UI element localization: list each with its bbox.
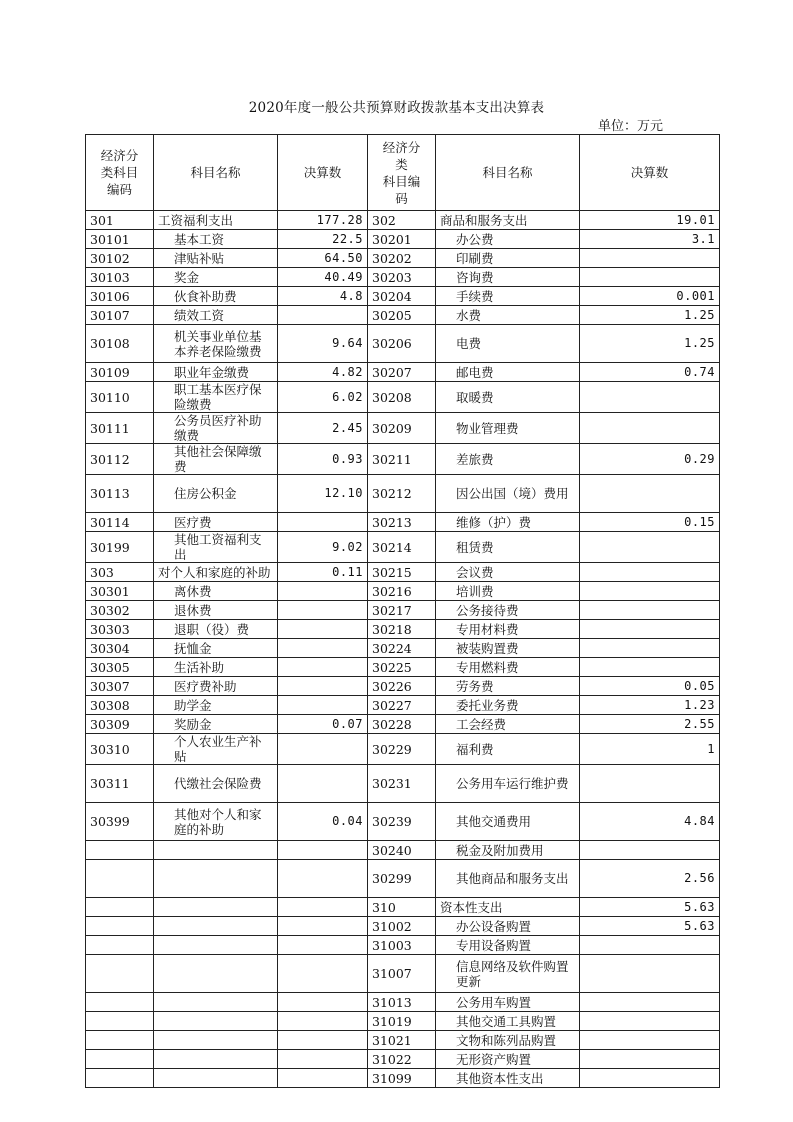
right-code-cell: 30209 — [368, 413, 436, 444]
right-name-cell: 办公设备购置 — [436, 917, 580, 936]
right-code-cell: 31099 — [368, 1069, 436, 1088]
left-name-cell — [154, 1069, 278, 1088]
right-amount-cell: 19.01 — [580, 211, 720, 230]
right-code-cell: 31022 — [368, 1050, 436, 1069]
left-code-cell: 30106 — [86, 287, 154, 306]
left-code-cell: 30113 — [86, 475, 154, 513]
right-code-cell: 30208 — [368, 382, 436, 413]
table-row — [86, 601, 720, 620]
table-row — [86, 658, 720, 677]
right-code-cell: 30207 — [368, 363, 436, 382]
right-amount-cell — [580, 532, 720, 563]
right-name-cell: 咨询费 — [436, 268, 580, 287]
right-code-cell: 30201 — [368, 230, 436, 249]
right-amount-cell: 5.63 — [580, 898, 720, 917]
table-row — [86, 513, 720, 532]
left-name-cell — [154, 1012, 278, 1031]
left-amount-cell — [278, 1050, 368, 1069]
left-amount-cell: 64.50 — [278, 249, 368, 268]
left-amount-cell — [278, 898, 368, 917]
left-amount-cell — [278, 1031, 368, 1050]
right-name-cell: 商品和服务支出 — [436, 211, 580, 230]
left-code-cell: 30311 — [86, 765, 154, 803]
left-name-cell — [154, 1031, 278, 1050]
left-amount-cell: 2.45 — [278, 413, 368, 444]
left-name-cell: 医疗费补助 — [154, 677, 278, 696]
left-code-cell: 30302 — [86, 601, 154, 620]
left-code-cell — [86, 841, 154, 860]
left-name-cell: 奖金 — [154, 268, 278, 287]
left-amount-cell — [278, 936, 368, 955]
left-amount-cell: 0.07 — [278, 715, 368, 734]
expenditure-table — [85, 134, 720, 1088]
right-amount-cell — [580, 563, 720, 582]
header-left-name: 科目名称 — [154, 135, 278, 211]
right-amount-cell: 3.1 — [580, 230, 720, 249]
right-name-cell: 公务用车运行维护费 — [436, 765, 580, 803]
left-code-cell: 30107 — [86, 306, 154, 325]
right-amount-cell — [580, 249, 720, 268]
left-code-cell — [86, 1031, 154, 1050]
right-code-cell: 30228 — [368, 715, 436, 734]
table-row — [86, 287, 720, 306]
right-name-cell: 手续费 — [436, 287, 580, 306]
table-row — [86, 620, 720, 639]
right-name-cell: 专用设备购置 — [436, 936, 580, 955]
left-code-cell: 30399 — [86, 803, 154, 841]
right-name-cell: 无形资产购置 — [436, 1050, 580, 1069]
right-code-cell: 30212 — [368, 475, 436, 513]
table-row — [86, 249, 720, 268]
left-code-cell: 30114 — [86, 513, 154, 532]
right-amount-cell — [580, 841, 720, 860]
right-name-cell: 公务接待费 — [436, 601, 580, 620]
left-name-cell: 职业年金缴费 — [154, 363, 278, 382]
left-code-cell — [86, 955, 154, 993]
table-row — [86, 413, 720, 444]
left-name-cell: 生活补助 — [154, 658, 278, 677]
left-name-cell — [154, 993, 278, 1012]
left-code-cell: 30103 — [86, 268, 154, 287]
left-code-cell — [86, 1069, 154, 1088]
right-code-cell: 30224 — [368, 639, 436, 658]
left-code-cell: 30111 — [86, 413, 154, 444]
right-name-cell: 劳务费 — [436, 677, 580, 696]
left-name-cell: 公务员医疗补助缴费 — [154, 413, 278, 444]
header-right-code — [368, 135, 436, 211]
table-row — [86, 917, 720, 936]
right-code-cell: 30214 — [368, 532, 436, 563]
left-amount-cell: 9.64 — [278, 325, 368, 363]
left-code-cell: 303 — [86, 563, 154, 582]
left-amount-cell — [278, 860, 368, 898]
right-code-cell: 31013 — [368, 993, 436, 1012]
right-amount-cell: 0.05 — [580, 677, 720, 696]
right-amount-cell — [580, 413, 720, 444]
left-amount-cell — [278, 513, 368, 532]
right-code-cell: 30227 — [368, 696, 436, 715]
left-code-cell — [86, 1012, 154, 1031]
right-amount-cell — [580, 993, 720, 1012]
left-amount-cell — [278, 639, 368, 658]
header-left-code-line: 经济分 — [100, 148, 139, 163]
right-name-cell: 取暖费 — [436, 382, 580, 413]
right-amount-cell — [580, 955, 720, 993]
right-amount-cell — [580, 936, 720, 955]
right-code-cell: 30216 — [368, 582, 436, 601]
right-name-cell: 工会经费 — [436, 715, 580, 734]
left-amount-cell — [278, 841, 368, 860]
right-name-cell: 委托业务费 — [436, 696, 580, 715]
right-code-cell: 30204 — [368, 287, 436, 306]
right-amount-cell — [580, 1012, 720, 1031]
right-amount-cell — [580, 268, 720, 287]
right-code-cell: 302 — [368, 211, 436, 230]
left-name-cell: 其他对个人和家庭的补助 — [154, 803, 278, 841]
right-amount-cell: 0.15 — [580, 513, 720, 532]
right-code-cell: 30202 — [368, 249, 436, 268]
table-row — [86, 803, 720, 841]
left-amount-cell — [278, 765, 368, 803]
right-code-cell: 30240 — [368, 841, 436, 860]
left-code-cell: 30305 — [86, 658, 154, 677]
left-code-cell: 30109 — [86, 363, 154, 382]
right-name-cell: 差旅费 — [436, 444, 580, 475]
left-code-cell — [86, 936, 154, 955]
left-amount-cell: 40.49 — [278, 268, 368, 287]
right-code-cell: 30203 — [368, 268, 436, 287]
left-amount-cell — [278, 658, 368, 677]
table-row — [86, 444, 720, 475]
left-name-cell: 代缴社会保险费 — [154, 765, 278, 803]
left-name-cell — [154, 917, 278, 936]
right-code-cell: 31021 — [368, 1031, 436, 1050]
right-code-cell: 30299 — [368, 860, 436, 898]
table-row — [86, 955, 720, 993]
right-code-cell: 30205 — [368, 306, 436, 325]
left-amount-cell — [278, 696, 368, 715]
left-code-cell: 30303 — [86, 620, 154, 639]
left-amount-cell — [278, 620, 368, 639]
left-code-cell: 30101 — [86, 230, 154, 249]
right-name-cell: 其他资本性支出 — [436, 1069, 580, 1088]
table-row — [86, 696, 720, 715]
right-name-cell: 福利费 — [436, 734, 580, 765]
left-name-cell: 绩效工资 — [154, 306, 278, 325]
left-amount-cell — [278, 677, 368, 696]
right-code-cell: 31002 — [368, 917, 436, 936]
table-row — [86, 860, 720, 898]
table-row — [86, 898, 720, 917]
right-amount-cell — [580, 1031, 720, 1050]
left-name-cell — [154, 898, 278, 917]
unit-label: 单位：万元 — [598, 119, 664, 134]
left-name-cell: 医疗费 — [154, 513, 278, 532]
right-name-cell: 被装购置费 — [436, 639, 580, 658]
right-amount-cell: 0.001 — [580, 287, 720, 306]
right-amount-cell — [580, 382, 720, 413]
right-name-cell: 公务用车购置 — [436, 993, 580, 1012]
right-code-cell: 30239 — [368, 803, 436, 841]
right-amount-cell: 2.56 — [580, 860, 720, 898]
header-left-code-line: 编码 — [106, 182, 132, 197]
left-name-cell: 对个人和家庭的补助 — [154, 563, 278, 582]
left-code-cell — [86, 860, 154, 898]
right-name-cell: 会议费 — [436, 563, 580, 582]
right-amount-cell — [580, 475, 720, 513]
right-name-cell: 其他交通工具购置 — [436, 1012, 580, 1031]
right-name-cell: 物业管理费 — [436, 413, 580, 444]
left-name-cell: 基本工资 — [154, 230, 278, 249]
right-code-cell: 30229 — [368, 734, 436, 765]
right-amount-cell: 0.29 — [580, 444, 720, 475]
right-name-cell: 其他交通费用 — [436, 803, 580, 841]
table-row — [86, 475, 720, 513]
left-code-cell: 30307 — [86, 677, 154, 696]
left-code-cell — [86, 898, 154, 917]
right-code-cell: 31007 — [368, 955, 436, 993]
left-code-cell — [86, 1050, 154, 1069]
left-amount-cell: 4.8 — [278, 287, 368, 306]
right-amount-cell — [580, 639, 720, 658]
right-amount-cell: 1.25 — [580, 325, 720, 363]
right-amount-cell — [580, 765, 720, 803]
left-amount-cell — [278, 734, 368, 765]
left-code-cell: 30102 — [86, 249, 154, 268]
right-name-cell: 专用燃料费 — [436, 658, 580, 677]
left-name-cell: 津贴补贴 — [154, 249, 278, 268]
right-amount-cell: 5.63 — [580, 917, 720, 936]
left-amount-cell — [278, 306, 368, 325]
right-code-cell: 31003 — [368, 936, 436, 955]
right-code-cell: 30231 — [368, 765, 436, 803]
left-amount-cell — [278, 917, 368, 936]
header-left-amount: 决算数 — [278, 135, 368, 211]
header-right-code-line: 经济分 — [382, 139, 421, 155]
left-code-cell: 301 — [86, 211, 154, 230]
left-amount-cell: 9.02 — [278, 532, 368, 563]
table-row — [86, 1012, 720, 1031]
header-right-name: 科目名称 — [436, 135, 580, 211]
table-row — [86, 1050, 720, 1069]
header-right-code-line: 类 — [395, 156, 408, 172]
table-row — [86, 1069, 720, 1088]
right-name-cell: 电费 — [436, 325, 580, 363]
left-name-cell: 工资福利支出 — [154, 211, 278, 230]
left-name-cell: 其他社会保障缴费 — [154, 444, 278, 475]
right-name-cell: 文物和陈列品购置 — [436, 1031, 580, 1050]
left-amount-cell — [278, 601, 368, 620]
left-name-cell: 抚恤金 — [154, 639, 278, 658]
left-name-cell: 伙食补助费 — [154, 287, 278, 306]
left-name-cell — [154, 860, 278, 898]
table-row — [86, 325, 720, 363]
right-code-cell: 30206 — [368, 325, 436, 363]
left-name-cell — [154, 841, 278, 860]
right-name-cell: 维修（护）费 — [436, 513, 580, 532]
left-amount-cell: 0.11 — [278, 563, 368, 582]
left-amount-cell: 4.82 — [278, 363, 368, 382]
table-row — [86, 230, 720, 249]
right-amount-cell: 1.25 — [580, 306, 720, 325]
left-amount-cell: 6.02 — [278, 382, 368, 413]
right-code-cell: 310 — [368, 898, 436, 917]
right-amount-cell — [580, 620, 720, 639]
right-name-cell: 税金及附加费用 — [436, 841, 580, 860]
left-code-cell: 30301 — [86, 582, 154, 601]
left-code-cell: 30310 — [86, 734, 154, 765]
right-name-cell: 信息网络及软件购置更新 — [436, 955, 580, 993]
left-name-cell: 住房公积金 — [154, 475, 278, 513]
right-code-cell: 30225 — [368, 658, 436, 677]
right-name-cell: 办公费 — [436, 230, 580, 249]
left-amount-cell — [278, 582, 368, 601]
right-code-cell: 31019 — [368, 1012, 436, 1031]
right-code-cell: 30215 — [368, 563, 436, 582]
right-name-cell: 租赁费 — [436, 532, 580, 563]
right-code-cell: 30213 — [368, 513, 436, 532]
left-amount-cell: 177.28 — [278, 211, 368, 230]
page-title: 2020年度一般公共预算财政拨款基本支出决算表 — [248, 100, 545, 116]
left-name-cell: 退职（役）费 — [154, 620, 278, 639]
right-code-cell: 30226 — [368, 677, 436, 696]
right-name-cell: 其他商品和服务支出 — [436, 860, 580, 898]
left-name-cell: 离休费 — [154, 582, 278, 601]
left-code-cell — [86, 917, 154, 936]
right-code-cell: 30217 — [368, 601, 436, 620]
header-left-code — [86, 135, 154, 211]
right-name-cell: 邮电费 — [436, 363, 580, 382]
table-row — [86, 841, 720, 860]
left-code-cell: 30304 — [86, 639, 154, 658]
right-code-cell: 30211 — [368, 444, 436, 475]
right-amount-cell: 1.23 — [580, 696, 720, 715]
right-amount-cell: 2.55 — [580, 715, 720, 734]
right-amount-cell: 1 — [580, 734, 720, 765]
table-row — [86, 211, 720, 230]
left-code-cell: 30108 — [86, 325, 154, 363]
header-row — [86, 135, 720, 211]
left-name-cell: 职工基本医疗保险缴费 — [154, 382, 278, 413]
left-code-cell: 30110 — [86, 382, 154, 413]
left-amount-cell: 0.93 — [278, 444, 368, 475]
table-row — [86, 532, 720, 563]
left-amount-cell — [278, 993, 368, 1012]
left-amount-cell — [278, 1012, 368, 1031]
left-amount-cell: 22.5 — [278, 230, 368, 249]
left-amount-cell: 12.10 — [278, 475, 368, 513]
left-amount-cell — [278, 955, 368, 993]
left-name-cell: 奖励金 — [154, 715, 278, 734]
right-amount-cell — [580, 582, 720, 601]
table-row — [86, 306, 720, 325]
left-code-cell: 30308 — [86, 696, 154, 715]
left-name-cell: 助学金 — [154, 696, 278, 715]
table-row — [86, 734, 720, 765]
left-amount-cell — [278, 1069, 368, 1088]
right-amount-cell — [580, 1069, 720, 1088]
table-row — [86, 268, 720, 287]
table-row — [86, 363, 720, 382]
right-amount-cell — [580, 601, 720, 620]
table-row — [86, 582, 720, 601]
left-amount-cell: 0.04 — [278, 803, 368, 841]
right-name-cell: 培训费 — [436, 582, 580, 601]
header-left-code-line: 类科目 — [100, 165, 139, 180]
right-amount-cell — [580, 1050, 720, 1069]
left-code-cell: 30199 — [86, 532, 154, 563]
table-row — [86, 936, 720, 955]
table-row — [86, 677, 720, 696]
right-name-cell: 资本性支出 — [436, 898, 580, 917]
table-row — [86, 1031, 720, 1050]
table-row — [86, 765, 720, 803]
table-row — [86, 993, 720, 1012]
header-right-amount: 决算数 — [580, 135, 720, 211]
table-row — [86, 563, 720, 582]
left-name-cell: 机关事业单位基本养老保险缴费 — [154, 325, 278, 363]
left-code-cell — [86, 993, 154, 1012]
left-name-cell: 退休费 — [154, 601, 278, 620]
right-name-cell: 印刷费 — [436, 249, 580, 268]
table-row — [86, 639, 720, 658]
right-amount-cell — [580, 658, 720, 677]
table-row — [86, 382, 720, 413]
left-name-cell: 个人农业生产补贴 — [154, 734, 278, 765]
header-right-code-line: 科目编 — [382, 173, 421, 189]
right-amount-cell: 0.74 — [580, 363, 720, 382]
left-name-cell — [154, 936, 278, 955]
left-name-cell — [154, 1050, 278, 1069]
left-code-cell: 30112 — [86, 444, 154, 475]
right-code-cell: 30218 — [368, 620, 436, 639]
table-body — [86, 211, 720, 1088]
left-code-cell: 30309 — [86, 715, 154, 734]
left-name-cell — [154, 955, 278, 993]
table-row — [86, 715, 720, 734]
left-name-cell: 其他工资福利支出 — [154, 532, 278, 563]
right-name-cell: 因公出国（境）费用 — [436, 475, 580, 513]
right-name-cell: 专用材料费 — [436, 620, 580, 639]
header-right-code-line: 码 — [395, 190, 408, 206]
right-name-cell: 水费 — [436, 306, 580, 325]
right-amount-cell: 4.84 — [580, 803, 720, 841]
